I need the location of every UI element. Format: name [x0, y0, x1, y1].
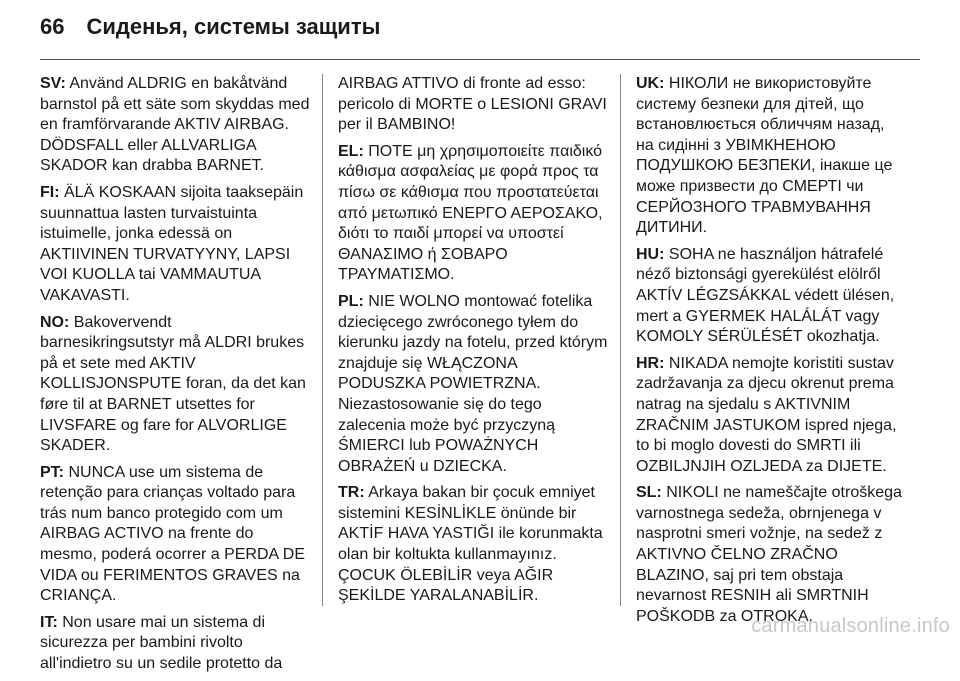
warning-uk: UK: НІКОЛИ не використовуйте систему безпеки для дітей, що встановлюється обличчям назад, на сидінні з УВІМКНЕНОЮ ПОДУШКОЮ БЕЗПЕКИ, інакше це може призвести до СМЕРТІ чи СЕРЙОЗНОГО ТРАВМУВАННЯ ДИТИНИ. [636, 75, 893, 237]
header-rule [40, 59, 920, 60]
column-divider [322, 74, 323, 606]
warning-hu: HU: SOHA ne használjon hátrafelé néző biztonsági gyerekülést elölről AKTÍV LÉGZSÁKKAL védett ülésen, mert a GYERMEK HALÁLÁT vagy KOMOLY SÉRÜLÉSÉT okozhatja. [636, 245, 895, 346]
warning-sv: SV: Använd ALDRIG en bakåtvänd barnstol på ett säte som skyddas med en framförvarande AKTIV AIRBAG. DÖDSFALL eller ALLVARLIGA SKADOR kan drabba BARNET. [40, 75, 310, 175]
warning-it-continued: AIRBAG ATTIVO di fronte ad esso: pericolo di MORTE o LESIONI GRAVI per il BAMBINO! [338, 75, 607, 134]
page-header [40, 14, 380, 40]
warning-el: EL: ΠΟΤΕ μη χρησιμοποιείτε παιδικό κάθισμα ασφαλείας με φορά προς τα πίσω σε κάθισμα που προστατεύεται από μετωπικό ΕΝΕΡΓΟ ΑΕΡΟΣΑΚΟ, διότι το παιδί μπορεί να υποστεί ΘΑΝΑΣΙΜΟ ή ΣΟΒΑΡΟ ΤΡΑΥΜΑΤΙΣΜΟ. [338, 142, 603, 284]
warning-it: IT: Non usare mai un sistema di sicurezza per bambini rivolto all'indietro su un sedile protetto da [40, 613, 283, 673]
warning-no: NO: Bakovervendt barnesikringsutstyr må ALDRI brukes på et sete med AKTIV KOLLISJONSPUTE foran, da det kan føre til at BARNET utsettes for LIVSFARE og fare for ALVORLIGE SKADER. [40, 313, 306, 455]
column-divider [620, 74, 621, 606]
warning-sl: SL: NIKOLI ne nameščajte otroškega varnostnega sedeža, obrnjenega v nasprotni smeri vožnje, na sedež z AKTIVNO ČELNO ZRAČNO BLAZINO, saj pri tem obstaja nevarnost RESNIH ali SMRTNIH POŠKODB za OTROKA. [636, 484, 902, 625]
warning-tr: TR: Arkaya bakan bir çocuk emniyet sistemini KESİNLİKLE önünde bir AKTİF HAVA YASTIĞI ile korunmakta olan bir koltukta kullanmayınız. ÇOCUK ÖLEBİLİR veya AĞIR ŞEKİLDE YARALANABİLİR. [338, 484, 603, 605]
page-number: 66 [40, 14, 65, 39]
column-3 [636, 74, 906, 633]
warning-hr: HR: NIKADA nemojte koristiti sustav zadržavanja za djecu okrenut prema natrag na sjedalu s AKTIVNIM ZRAČNIM JASTUKOM ispred njega, to bi moglo dovesti do SMRTI ili OZBILJNJIH OZLJEDA za DIJETE. [636, 354, 897, 475]
column-2 [338, 74, 608, 613]
page-title: Сиденья, системы защиты [86, 14, 381, 39]
watermark: carmanualsonline.info [751, 615, 950, 637]
column-1 [40, 74, 310, 681]
warning-fi: FI: ÄLÄ KOSKAAN sijoita taaksepäin suunnattua lasten turvaistuinta istuimelle, jonka edessä on AKTIIVINEN TURVATYYNY, LAPSI VOI KUOLLA tai VAMMAUTUA VAKAVASTI. [40, 183, 304, 304]
warning-pl: PL: NIE WOLNO montować fotelika dziecięcego zwróconego tyłem do kierunku jazdy na fotelu, przed którym znajduje się WŁĄCZONA PODUSZKA POWIETRZNA. Niezastosowanie się do tego zalecenia może być przyczyną ŚMIERCI lub POWAŻNYCH OBRAŻEŃ u DZIECKA. [338, 292, 608, 475]
warning-pt: PT: NUNCA use um sistema de retenção para crianças voltado para trás num banco protegido com um AIRBAG ACTIVO na frente do mesmo, poderá ocorrer a PERDA DE VIDA ou FERIMENTOS GRAVES na CRIANÇA. [40, 463, 305, 605]
